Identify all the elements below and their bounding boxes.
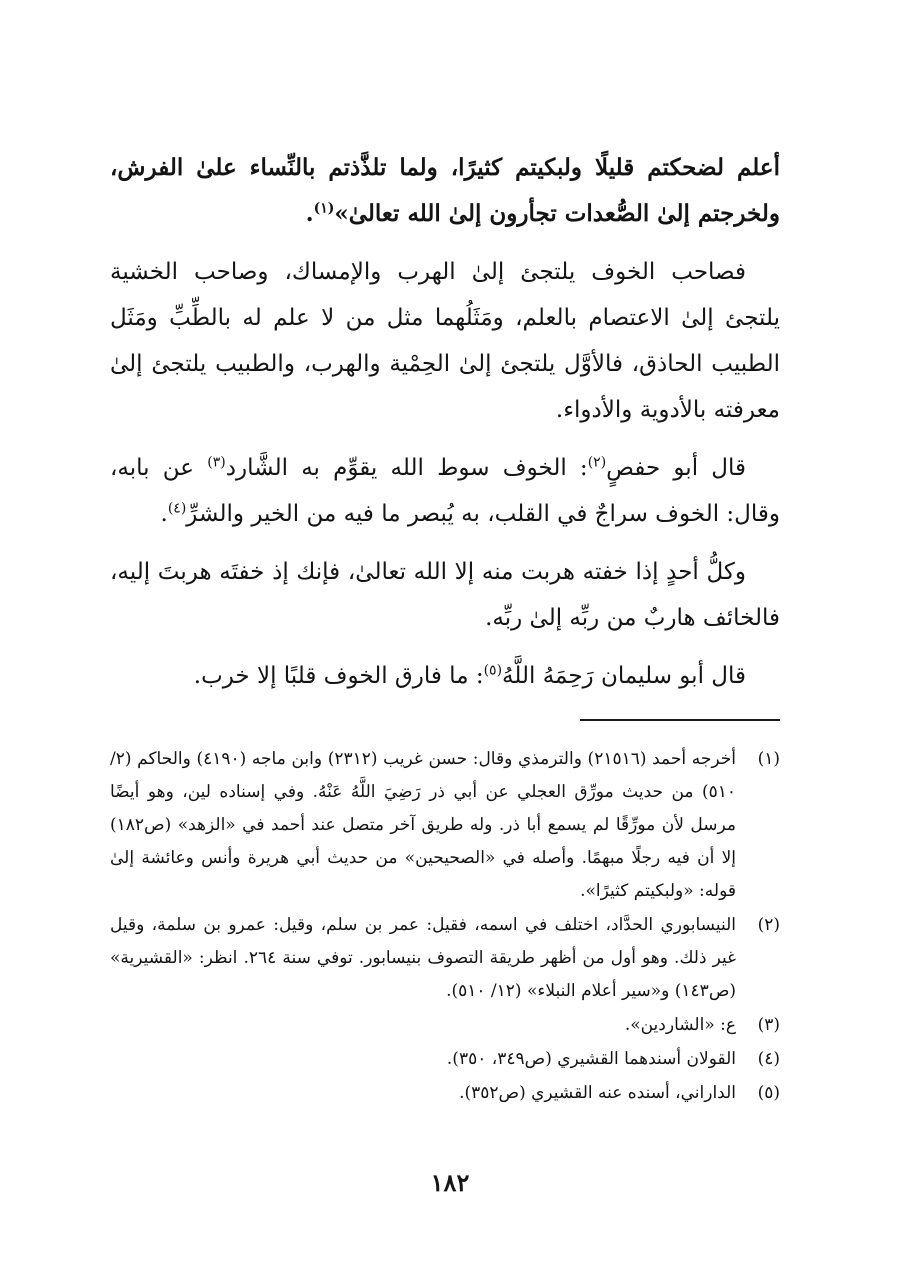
footnote-ref[interactable]: (١) — [313, 200, 335, 217]
page-body — [110, 145, 780, 1111]
paragraph-abu-hafs — [110, 445, 780, 537]
footnote-item — [110, 1009, 780, 1042]
paragraph-abu-sulayman — [110, 653, 780, 699]
paragraph-hadith-ending — [110, 145, 780, 237]
footnote-ref[interactable]: (٣) — [207, 454, 226, 471]
footnote-text: الداراني، أسنده عنه القشيري (ص٣٥٢). — [459, 1083, 736, 1103]
footnote-item — [110, 743, 780, 908]
footnote-number: (٢) — [757, 915, 780, 935]
footnote-item — [110, 909, 780, 1008]
paragraph-text: عن بابه، وقال: الخوف سراجٌ في القلب، به يُبصر ما فيه من الخير والشرِّ — [110, 455, 780, 527]
footnote-item — [110, 1077, 780, 1110]
footnote-text: القولان أسندهما القشيري (ص٣٤٩، ٣٥٠). — [446, 1049, 736, 1069]
paragraph-tail: . — [305, 200, 314, 227]
footnote-ref[interactable]: (٥) — [483, 662, 503, 679]
paragraph-text: أعلم لضحكتم قليلًا ولبكيتم كثيرًا، ولما تلذَّذتم بالنِّساء علىٰ الفرش، ولخرجتم إلىٰ الصُّعدات تجأرون إلىٰ الله تعالىٰ» — [110, 154, 780, 227]
paragraph-text: فصاحب الخوف يلتجئ إلىٰ الهرب والإمساك، وصاحب الخشية يلتجئ إلىٰ الاعتصام بالعلم، ومَثَلُهما مثل من لا علم له بالطِّبِّ ومَثَل الطبيب الحاذق، فالأوَّل يلتجئ إلىٰ الحِمْية والهرب، والطبيب يلتجئ إلىٰ معرفته بالأدوية والأدواء. — [110, 259, 780, 423]
paragraph-text: : الخوف سوط الله يقوِّم به الشَّارد — [225, 455, 588, 481]
footnote-ref[interactable]: (٢) — [587, 454, 607, 471]
footnote-ref[interactable]: (٤) — [167, 500, 187, 517]
paragraph-text: قال أبو سليمان رَحِمَهُ اللَّهُ — [502, 663, 746, 689]
footnote-number: (١) — [757, 749, 780, 769]
paragraph-tail: . — [160, 501, 168, 527]
paragraph-fear-and-awe — [110, 249, 780, 433]
paragraph-tail: : ما فارق الخوف قلبًا إلا خرب. — [193, 663, 484, 689]
footnote-text: ع: «الشاردين». — [624, 1015, 736, 1035]
footnote-number: (٥) — [757, 1083, 780, 1103]
paragraph-text: قال أبو حفصٍ — [606, 455, 747, 481]
footnote-divider — [580, 719, 780, 721]
footnote-item — [110, 1043, 780, 1076]
footnote-text: أخرجه أحمد (٢١٥١٦) والترمذي وقال: حسن غريب (٢٣١٢) وابن ماجه (٤١٩٠) والحاكم (٢/ ٥١٠) من حديث مورِّق العجلي عن أبي ذر رَضِيَ اللَّهُ عَنْهُ. وفي إسناده لين، وهو أيضًا مرسل لأن مورِّقًا لم يسمع أبا ذر. وله طريق آخر متصل عند أحمد في «الزهد» (ص١٨٢) إلا أن فيه رجلًا مبهمًا. وأصله في «الصحيحين» من حديث أبي هريرة وأنس وعائشة إلىٰ قوله: «ولبكيتم كثيرًا». — [110, 749, 736, 901]
page-number: ١٨٢ — [430, 1168, 470, 1197]
footnotes — [110, 743, 780, 1110]
paragraph-text: وكلُّ أحدٍ إذا خفته هربت منه إلا الله تعالىٰ، فإنك إذ خفتَه هربتَ إليه، فالخائف هاربٌ من ربِّه إلىٰ ربِّه. — [110, 559, 780, 631]
main-text — [110, 145, 780, 699]
footnote-text: النيسابوري الحدَّاد، اختلف في اسمه، فقيل: عمر بن سلم، وقيل: عمرو بن سلمة، وقيل غير ذلك. وهو أول من أظهر طريقة التصوف بنيسابور. توفي سنة ٢٦٤. انظر: «القشيرية» (ص١٤٣) و«سير أعلام النبلاء» (١٢/ ٥١٠). — [110, 915, 736, 1001]
footnote-number: (٤) — [757, 1049, 780, 1069]
footnote-number: (٣) — [757, 1015, 780, 1035]
paragraph-fleeing-to-god — [110, 549, 780, 641]
